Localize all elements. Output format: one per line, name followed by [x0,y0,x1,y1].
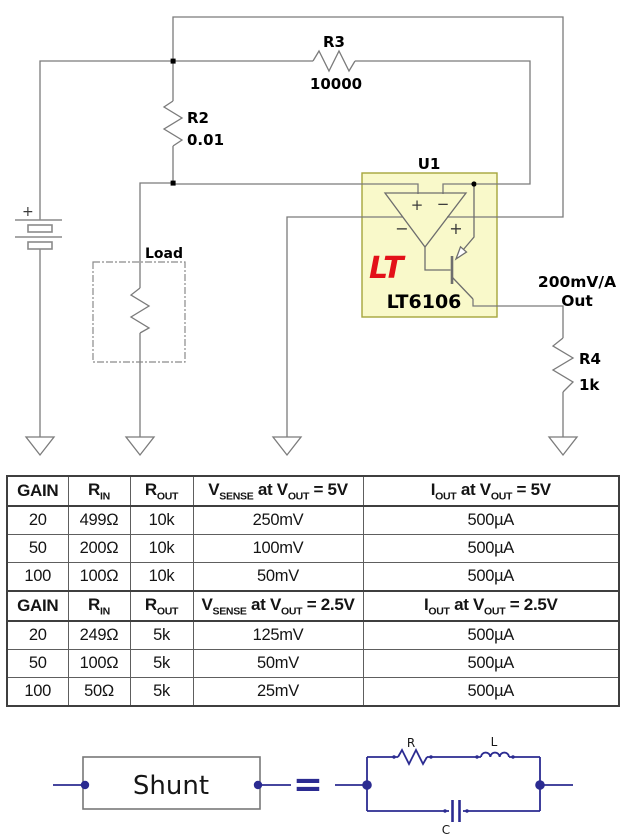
table-cell: 500µA [363,621,619,650]
table-cell: 5k [130,678,193,707]
shunt-node-dot [81,781,89,789]
opamp-ext-plus-label: + [449,219,463,238]
ground-icon [126,437,154,455]
equiv-tap-dot [511,755,514,758]
equiv-c-label: C [441,823,451,837]
table-cell: 50 [7,650,68,678]
table-row [7,535,619,563]
table-cell: 50mV [193,650,363,678]
output-out-label: Out [561,292,593,310]
table-cell: 100Ω [68,563,130,592]
col-header-rin: $R_{IN}$ [68,476,130,506]
u1-ref-label: U1 [417,155,441,173]
wire-load [140,183,173,437]
battery-plus-label: + [22,204,34,220]
table-row [7,563,619,592]
table-cell: 500µA [363,535,619,563]
table-cell: 250mV [193,506,363,535]
resistor-load-symbol [131,288,149,333]
equiv-tap-dot [429,755,432,758]
equiv-l-label: L [490,735,498,749]
lt-logo-icon: LT [369,251,404,286]
equiv-tap-dot [465,809,468,812]
table-cell: 5k [130,650,193,678]
table-cell: 10k [130,506,193,535]
wire-battery-top [40,61,173,220]
col-header-iout-5v: $I_{OUT}$ at $V_{OUT} = 5V$ [363,476,619,506]
battery-plate-box-2 [28,242,52,249]
junction-square [171,181,176,186]
table-cell: 100Ω [68,650,130,678]
table-cell: 100 [7,678,68,707]
table-cell: 50 [7,535,68,563]
ground-icon [273,437,301,455]
table-header-row-2v5 [7,591,619,621]
equiv-node-dot [362,780,372,790]
table-row [7,678,619,707]
wire-output [473,299,563,437]
opamp-in-minus-label: − [436,195,450,213]
col-header-gain: GAIN [7,591,68,621]
table-cell: 50mV [193,563,363,592]
equiv-inductor-symbol [481,753,509,757]
junction-dot [471,181,476,186]
battery-plate-box-1 [28,225,52,232]
col-header-vsense-2v5: $V_{SENSE}$ at $V_{OUT} = 2.5V$ [193,591,363,621]
shunt-equivalence-diagram [0,729,626,840]
col-header-rout: $R_{OUT}$ [130,591,193,621]
equiv-tap-dot [443,809,446,812]
table-row [7,621,619,650]
table-cell: 10k [130,535,193,563]
table-cell: 100mV [193,535,363,563]
r4-value-label: 1k [579,376,600,394]
table-cell: 5k [130,621,193,650]
resistor-r4-symbol [553,338,573,392]
ground-symbols [26,437,577,455]
table-cell: 125mV [193,621,363,650]
opamp-ext-minus-label: − [395,219,409,238]
table-cell: 500µA [363,650,619,678]
table-header-row-5v [7,476,619,506]
ground-icon [549,437,577,455]
resistor-r2-symbol [164,101,182,146]
resistor-symbols [131,51,573,392]
table-cell: 10k [130,563,193,592]
col-header-gain: GAIN [7,476,68,506]
equiv-r-label: R [406,736,416,750]
table-cell: 100 [7,563,68,592]
r4-ref-label: R4 [579,350,601,368]
col-header-iout-2v5: $I_{OUT}$ at $V_{OUT} = 2.5V$ [363,591,619,621]
table-cell: 50Ω [68,678,130,707]
equiv-node-dot [535,780,545,790]
table-cell: 500µA [363,678,619,707]
col-header-vsense-5v: $V_{SENSE}$ at $V_{OUT} = 5V$ [193,476,363,506]
shunt-label: Shunt [132,771,210,801]
u1-part-label: LT6106 [386,291,462,313]
table-row [7,650,619,678]
r2-value-label: 0.01 [187,131,225,149]
equiv-tap-dot [475,755,478,758]
r2-ref-label: R2 [187,109,209,127]
table-cell: 500µA [363,563,619,592]
table-cell: 499Ω [68,506,130,535]
col-header-rout: $R_{OUT}$ [130,476,193,506]
resistor-r3-symbol [313,51,355,71]
equiv-tap-dot [392,755,395,758]
r3-ref-label: R3 [323,33,345,51]
col-header-rin: $R_{IN}$ [68,591,130,621]
table-cell: 20 [7,621,68,650]
battery-icon [15,220,62,249]
ground-icon [26,437,54,455]
equiv-resistor-symbol [398,750,427,764]
table-cell: 500µA [363,506,619,535]
table-row [7,506,619,535]
junction-square [171,59,176,64]
opamp-in-plus-label: + [410,196,424,214]
output-scale-label: 200mV/A [537,273,617,291]
table-cell: 200Ω [68,535,130,563]
table-cell: 25mV [193,678,363,707]
load-label: Load [144,246,184,262]
gain-settings-table [6,475,620,707]
equiv-capacitor-symbol [453,800,460,822]
table-cell: 249Ω [68,621,130,650]
table-cell: 20 [7,506,68,535]
equals-sign: = [292,764,324,805]
r3-value-label: 10000 [309,75,363,93]
